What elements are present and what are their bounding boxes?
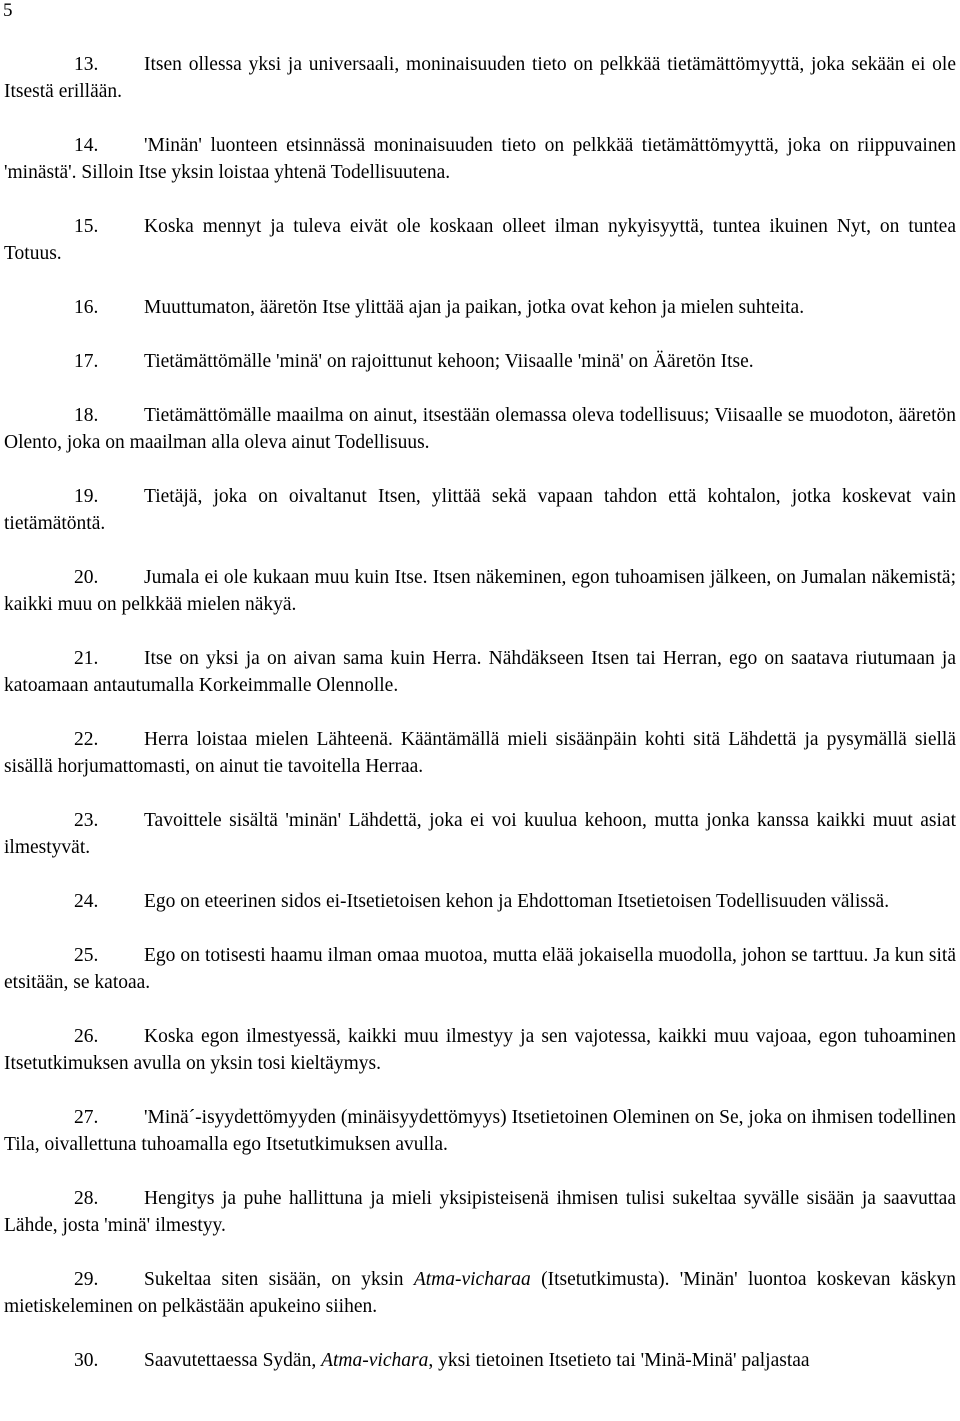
item-text-post: , yksi tietoinen Itsetieto tai 'Minä-Minä' paljastaa [428, 1350, 810, 1371]
item-number: 21. [74, 648, 99, 669]
list-item [4, 1023, 956, 1077]
item-text-pre: Saavutettaessa Sydän, [144, 1350, 322, 1371]
list-item [4, 294, 956, 321]
item-text: Itsen ollessa yksi ja universaali, moninaisuuden tieto on pelkkää tietämättömyyttä, joka sekään ei ole Itsestä erillään. [4, 54, 956, 102]
item-number: 13. [74, 54, 99, 75]
item-number: 20. [74, 567, 99, 588]
item-text: 'Minän' luonteen etsinnässä moninaisuuden tieto on pelkkää tietämättömyyttä, joka on riippuvainen 'minästä'. Silloin Itse yksin loistaa yhtenä Todellisuutena. [4, 135, 956, 183]
item-text: Muuttumaton, ääretön Itse ylittää ajan ja paikan, jotka ovat kehon ja mielen suhteita. [144, 297, 805, 318]
item-text: Tavoittele sisältä 'minän' Lähdettä, joka ei voi kuulua kehoon, mutta jonka kanssa kaikki muut asiat ilmestyvät. [4, 810, 956, 858]
item-number: 29. [74, 1269, 99, 1290]
list-item [4, 402, 956, 456]
list-item [4, 645, 956, 699]
list-item [4, 807, 956, 861]
item-text [4, 1269, 956, 1317]
item-text: Koska egon ilmestyessä, kaikki muu ilmestyy ja sen vajotessa, kaikki muu vajoaa, egon tuhoaminen Itsetutkimuksen avulla on yksin tosi kieltäymys. [4, 1026, 956, 1074]
item-text: Ego on eteerinen sidos ei-Itsetietoisen kehon ja Ehdottoman Itsetietoisen Todellisuuden välissä. [144, 891, 890, 912]
item-text: Herra loistaa mielen Lähteenä. Kääntämällä mieli sisäänpäin kohti sitä Lähdettä ja pysymällä siellä sisällä horjumattomasti, on ainut tie tavoitella Herraa. [4, 729, 956, 777]
item-number: 17. [74, 351, 99, 372]
item-text-italic: Atma-vicharaa [413, 1269, 531, 1290]
item-text: Tietäjä, joka on oivaltanut Itsen, ylittää sekä vapaan tahdon että kohtalon, jotka koskevat vain tietämätöntä. [4, 486, 956, 534]
item-text-pre: Sukeltaa siten sisään, on yksin [144, 1269, 414, 1290]
list-item [4, 726, 956, 780]
list-item [4, 348, 956, 375]
item-number: 24. [74, 891, 99, 912]
item-text-post: (Itsetutkimusta). 'Minän' luontoa koskevan käskyn mietiskeleminen on pelkästään apukeino siihen. [4, 1269, 957, 1317]
item-text-italic: Atma-vichara [321, 1350, 429, 1371]
list-item [4, 1104, 956, 1158]
list-item [4, 1347, 956, 1374]
item-number: 14. [74, 135, 99, 156]
item-number: 30. [74, 1350, 99, 1371]
list-item [4, 483, 956, 537]
item-text: Tietämättömälle maailma on ainut, itsestään olemassa oleva todellisuus; Viisaalle se muodoton, ääretön Olento, joka on maailman alla oleva ainut Todellisuus. [4, 405, 956, 453]
item-number: 16. [74, 297, 99, 318]
list-item [4, 51, 956, 105]
item-text [144, 1350, 810, 1371]
document-body [4, 51, 956, 1374]
page-number: 5 [3, 0, 13, 21]
item-number: 28. [74, 1188, 99, 1209]
list-item [4, 564, 956, 618]
item-number: 19. [74, 486, 99, 507]
item-number: 15. [74, 216, 99, 237]
list-item [4, 1266, 956, 1320]
item-text: Itse on yksi ja on aivan sama kuin Herra. Nähdäkseen Itsen tai Herran, ego on saatava riutumaan ja katoamaan antautumalla Korkeimmalle Olennolle. [4, 648, 956, 696]
item-text: Tietämättömälle 'minä' on rajoittunut kehoon; Viisaalle 'minä' on Ääretön Itse. [144, 351, 754, 372]
item-number: 22. [74, 729, 99, 750]
item-number: 27. [74, 1107, 99, 1128]
item-text: Jumala ei ole kukaan muu kuin Itse. Itsen näkeminen, egon tuhoamisen jälkeen, on Jumalan näkemistä; kaikki muu on pelkkää mielen näkyä. [4, 567, 956, 615]
item-text: Koska mennyt ja tuleva eivät ole koskaan olleet ilman nykyisyyttä, tuntea ikuinen Nyt, on tuntea Totuus. [4, 216, 956, 264]
item-number: 25. [74, 945, 99, 966]
item-number: 23. [74, 810, 99, 831]
item-text: Ego on totisesti haamu ilman omaa muotoa, mutta elää jokaisella muodolla, johon se tarttuu. Ja kun sitä etsitään, se katoaa. [4, 945, 956, 993]
item-number: 18. [74, 405, 99, 426]
list-item [4, 213, 956, 267]
list-item [4, 942, 956, 996]
list-item [4, 132, 956, 186]
list-item [4, 888, 956, 915]
item-number: 26. [74, 1026, 99, 1047]
item-text: Hengitys ja puhe hallittuna ja mieli yksipisteisenä ihmisen tulisi sukeltaa syvälle sisään ja saavuttaa Lähde, josta 'minä' ilmestyy. [4, 1188, 956, 1236]
item-text: 'Minä´-isyydettömyyden (minäisyydettömyys) Itsetietoinen Oleminen on Se, joka on ihmisen todellinen Tila, oivallettuna tuhoamalla ego Itsetutkimuksen avulla. [4, 1107, 956, 1155]
list-item [4, 1185, 956, 1239]
